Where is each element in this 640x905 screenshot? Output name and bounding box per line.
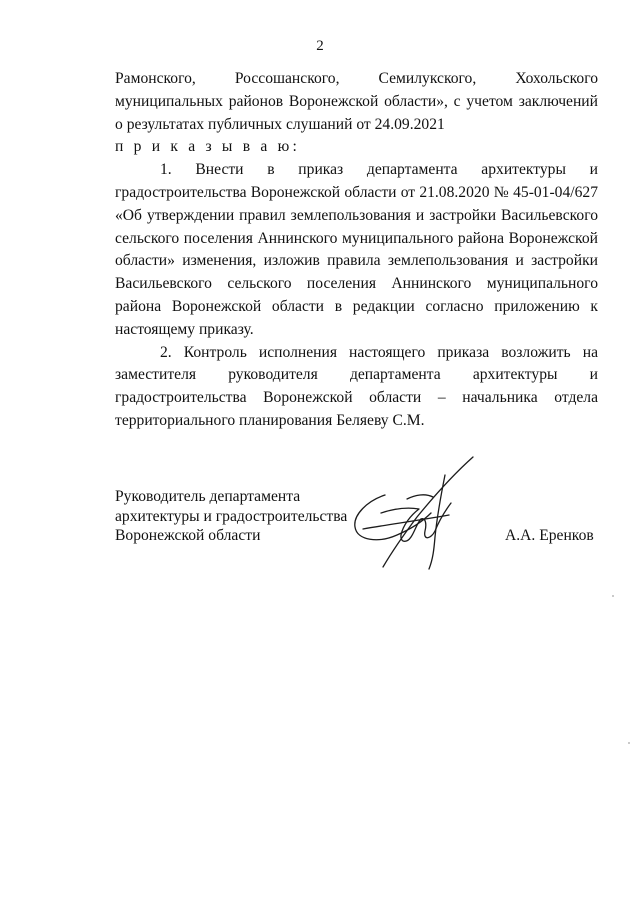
position-line-3: Воронежской области: [115, 527, 261, 544]
signatory-name: А.А. Еренков: [505, 527, 594, 544]
handwritten-signature: [345, 455, 480, 580]
position-line-2: архитектуры и градостроительства: [115, 507, 348, 525]
body-text: [115, 68, 598, 433]
intro-paragraph: Рамонского, Россошанского, Семилукского, Хохольского муниципальных районов Воронежской области», с учетом заключений о результатах публичных слушаний от 24.09.2021: [115, 70, 598, 133]
position-line-1: Руководитель департамента: [115, 488, 301, 505]
item-2-paragraph: 2. Контроль исполнения настоящего приказа возложить на заместителя руководителя департамента архитектуры и градостроительства Воронежской области – начальника отдела территориального планирования Беляеву С.М.: [115, 343, 598, 429]
scan-speck: [612, 595, 614, 597]
item-1-paragraph: 1. Внести в приказ департамента архитектуры и градостроительства Воронежской области от 21.08.2020 № 45-01-04/627 «Об утверждении правил землепользования и застройки Васильевского сельского поселения Аннинского муниципального района Воронежской области» изменения, изложив правила землепользования и застройки Васильевского сельского поселения Аннинского муниципального района Воронежской области в редакции согласно приложению к настоящему приказу.: [115, 161, 598, 338]
page-number: 2: [316, 38, 324, 54]
signatory-position: [115, 487, 347, 546]
decree-line: п р и к а з ы в а ю:: [115, 138, 300, 156]
scan-speck: [628, 742, 630, 744]
